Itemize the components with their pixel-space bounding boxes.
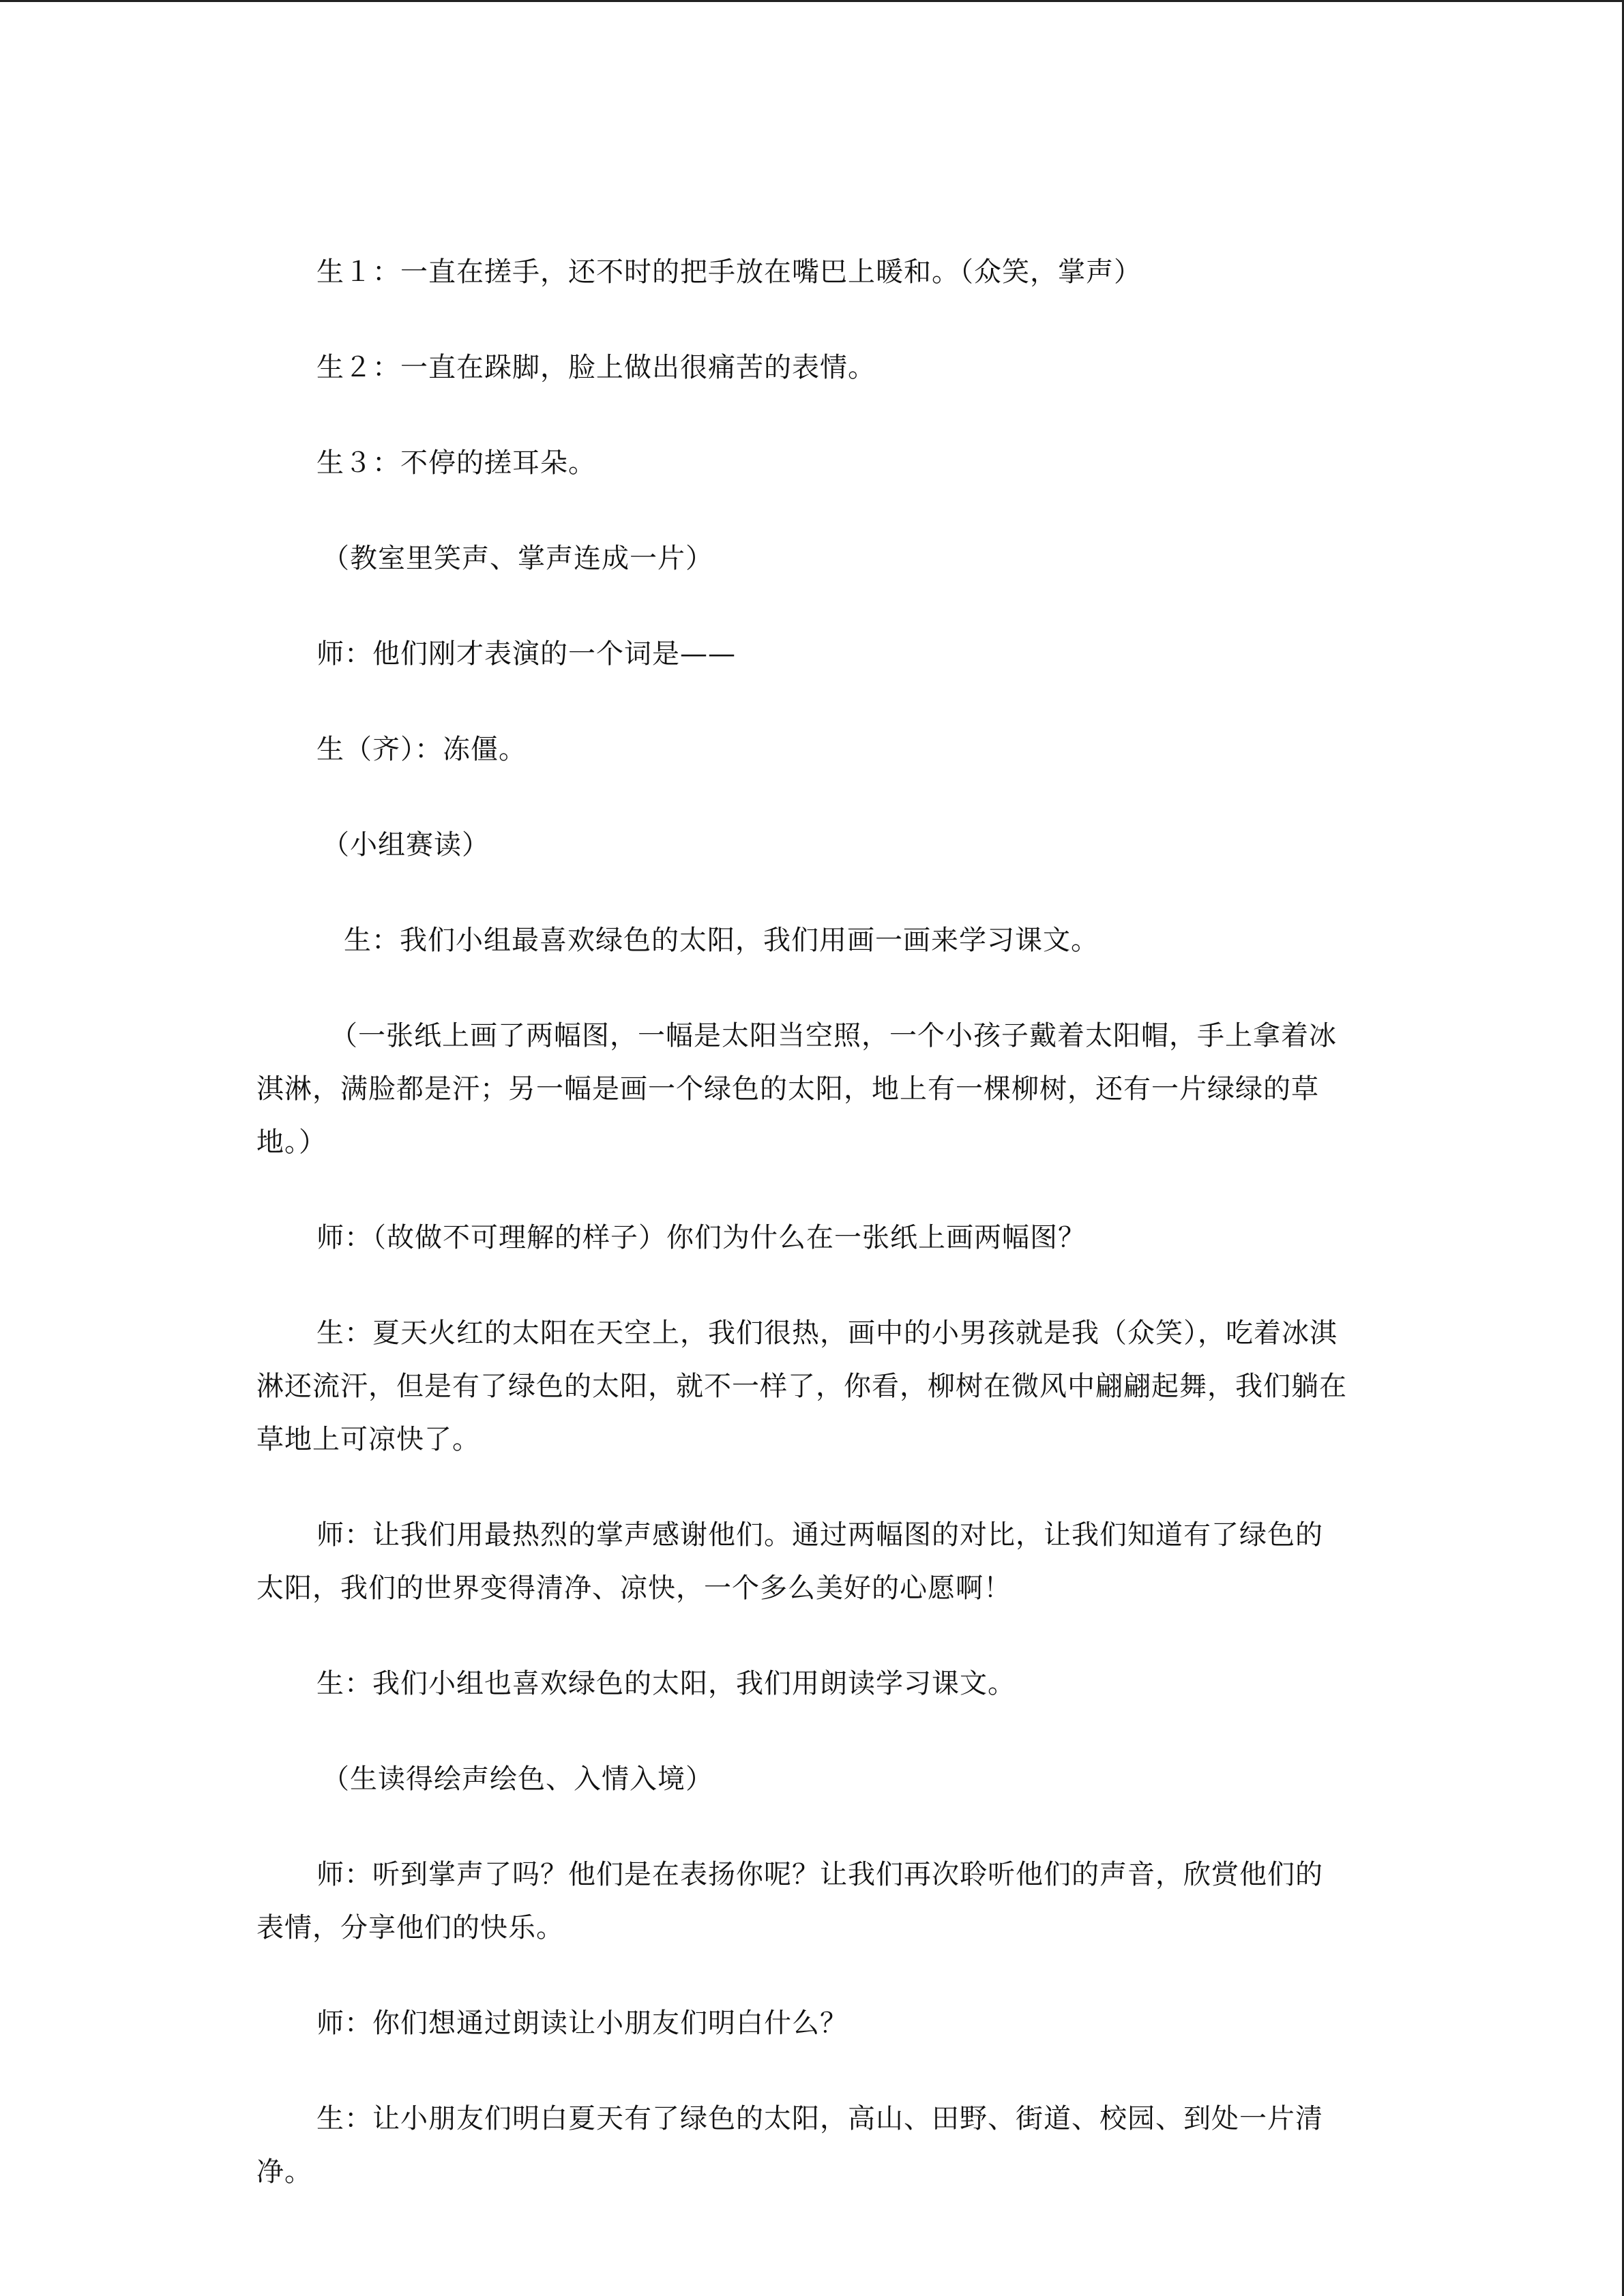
paragraph-student-explanation: 生：夏天火红的太阳在天空上，我们很热，画中的小男孩就是我（众笑），吃着冰淇淋还流汗，但是有了绿色的太阳，就不一样了，你看，柳树在微风中翩翩起舞，我们躺在草地上可凉快了。 <box>256 1317 1347 1455</box>
paragraph-classroom-note: （教室里笑声、掌声连成一片） <box>322 543 713 574</box>
paragraph-teacher-why: 师：（故做不可理解的样子）你们为什么在一张纸上画两幅图？ <box>316 1222 1086 1253</box>
paragraph-group-reading-note: （小组赛读） <box>322 829 490 861</box>
paragraph-student-final: 生：让小朋友们明白夏天有了绿色的太阳，高山、田野、街道、校园、到处一片清净。 <box>256 2103 1323 2188</box>
paragraph-student-2: 生２：一直在跺脚，脸上做出很痛苦的表情。 <box>316 352 876 383</box>
paragraph-teacher-purpose: 师：你们想通过朗读让小朋友们明白什么？ <box>316 2008 848 2039</box>
paragraph-reading-note: （生读得绘声绘色、入情入境） <box>322 1763 713 1795</box>
paragraph-teacher-praise: 师：让我们用最热烈的掌声感谢他们。通过两幅图的对比，让我们知道有了绿色的太阳，我们的世界变得清净、凉快，一个多么美好的心愿啊！ <box>256 1519 1323 1604</box>
document-body <box>256 245 1348 2198</box>
paragraph-student-1: 生１：一直在搓手，还不时的把手放在嘴巴上暖和。（众笑，掌声） <box>316 256 1142 288</box>
paragraph-teacher-applause: 师：听到掌声了吗？他们是在表扬你呢？让我们再次聆听他们的声音，欣赏他们的表情，分享他们的快乐。 <box>256 1859 1323 1943</box>
paragraph-drawing-description: （一张纸上画了两幅图，一幅是太阳当空照，一个小孩子戴着太阳帽，手上拿着冰淇淋，满脸都是汗；另一幅是画一个绿色的太阳，地上有一棵柳树，还有一片绿绿的草地。） <box>256 1020 1337 1158</box>
paragraph-students-answer: 生（齐）：冻僵。 <box>316 734 527 765</box>
page-top-border <box>0 0 1624 2</box>
paragraph-group-drawing: 生：我们小组最喜欢绿色的太阳，我们用画一画来学习课文。 <box>344 925 1099 956</box>
paragraph-group-reading: 生：我们小组也喜欢绿色的太阳，我们用朗读学习课文。 <box>316 1668 1016 1699</box>
paragraph-teacher-question: 师：他们刚才表演的一个词是—— <box>316 638 736 670</box>
paragraph-student-3: 生３：不停的搓耳朵。 <box>316 447 596 479</box>
